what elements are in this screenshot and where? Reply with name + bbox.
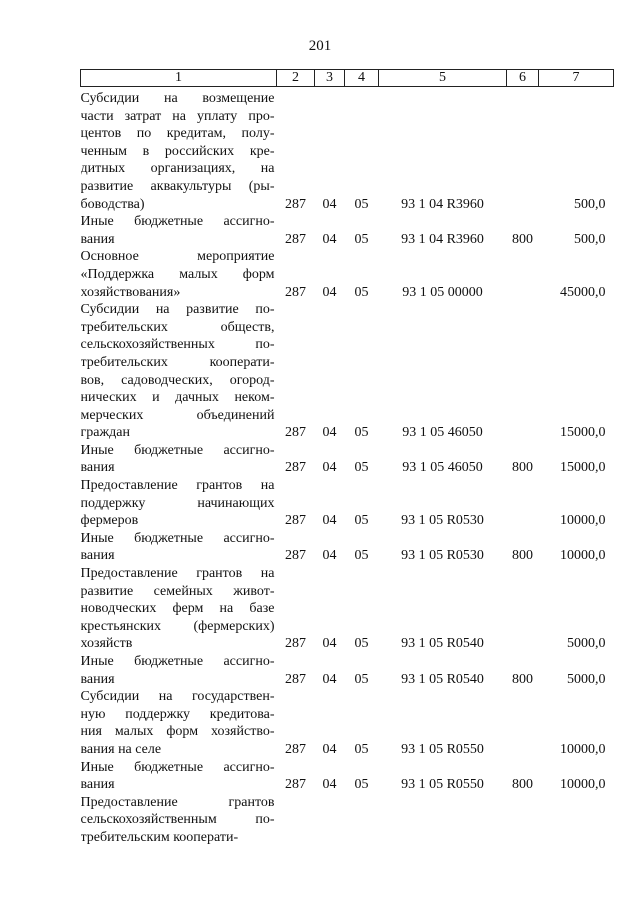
header-col-7: 7 [539,70,614,87]
row-name-line: Иные бюджетные ассигно- [80,442,275,458]
table-body [81,87,614,847]
row-name-line: Иные бюджетные ассигно- [80,530,275,546]
row-target-article: 93 1 05 46050 [402,425,483,441]
row-target-article: 93 1 05 00000 [402,284,483,300]
row-amount: 15000,0 [560,425,606,441]
row-name-line: Иные бюджетные ассигно- [80,214,275,230]
row-target-article: 93 1 05 R0540 [401,671,484,687]
row-subsection-code: 05 [354,284,369,300]
row-name [81,213,277,248]
row-department-code: 287 [285,636,306,652]
row-department-code: 287 [285,513,306,529]
header-row [81,70,614,87]
row-section-code: 04 [322,231,337,247]
row-name-line: ния малых форм хозяйство- [80,724,275,740]
table-row [81,688,614,758]
row-name-line: развитие аквакультуры (ры- [80,178,275,194]
row-name-line: вания [80,671,115,687]
row-name-line: граждан [80,425,130,441]
row-name-line: требительским кооперати- [80,829,239,845]
row-expense-type: 800 [512,231,533,247]
row-name-line: сельскохозяйственных по- [80,337,275,353]
row-name-line: Предоставление грантов [80,794,275,810]
row-subsection-code: 05 [354,231,369,247]
row-section-code [315,794,345,847]
table-row [81,565,614,653]
row-expense-type [507,248,539,301]
table-row [81,248,614,301]
row-target-article: 93 1 05 R0530 [401,548,484,564]
row-department-code: 287 [285,196,306,212]
budget-table [80,69,614,847]
header-col-3: 3 [315,70,345,87]
row-section-code: 04 [322,513,337,529]
row-name-line: вания [80,460,115,476]
header-col-6: 6 [507,70,539,87]
row-expense-type: 800 [512,777,533,793]
row-amount: 10000,0 [560,741,606,757]
row-department-code: 287 [285,460,306,476]
row-name-line: хозяйствования» [80,284,181,300]
row-section-code: 04 [322,284,337,300]
row-name-line: вания на селе [80,741,162,757]
row-section-code: 04 [322,777,337,793]
row-name [81,87,277,214]
row-section-code: 04 [322,460,337,476]
row-target-article: 93 1 05 R0550 [401,741,484,757]
row-expense-type [507,794,539,847]
row-name [81,442,277,477]
row-name-line: фермеров [80,513,139,529]
row-name-line: Субсидии на развитие по- [80,302,275,318]
row-name [81,248,277,301]
row-name [81,477,277,530]
row-name-line: вания [80,231,115,247]
row-expense-type: 800 [512,460,533,476]
row-expense-type: 800 [512,548,533,564]
row-name [81,653,277,688]
table-row [81,213,614,248]
row-name-line: вания [80,777,115,793]
row-name-line: ченным в российских кре- [80,143,275,159]
row-name-line: развитие семейных живот- [80,583,275,599]
row-target-article: 93 1 04 R3960 [401,196,484,212]
row-amount: 500,0 [574,196,606,212]
row-name-line: вания [80,548,115,564]
row-name [81,301,277,442]
row-name-line: Субсидии на возмещение [80,91,275,106]
row-subsection-code [345,794,379,847]
row-expense-type [507,87,539,214]
row-name-line: «Поддержка малых форм [80,266,275,282]
row-name-line: требительских кооперати- [80,354,275,370]
row-target-article: 93 1 05 46050 [402,460,483,476]
row-expense-type [507,565,539,653]
row-expense-type: 800 [512,671,533,687]
row-subsection-code: 05 [354,777,369,793]
row-name-line: мерческих объединений [80,407,275,423]
row-name-line: Иные бюджетные ассигно- [80,654,275,669]
row-amount: 10000,0 [560,548,606,564]
row-department-code: 287 [285,671,306,687]
row-name [81,530,277,565]
row-amount: 10000,0 [560,513,606,529]
row-subsection-code: 05 [354,460,369,476]
row-name-line: требительских обществ, [80,319,275,335]
page-number: 201 [308,38,332,54]
row-name [81,688,277,758]
row-name-line: Основное мероприятие [80,249,275,265]
row-amount: 45000,0 [560,284,606,300]
row-amount: 5000,0 [567,636,606,652]
row-department-code: 287 [285,231,306,247]
row-expense-type [507,477,539,530]
row-section-code: 04 [322,636,337,652]
row-target-article: 93 1 04 R3960 [401,231,484,247]
row-subsection-code: 05 [354,671,369,687]
row-department-code [277,794,315,847]
row-amount: 15000,0 [560,460,606,476]
row-expense-type [507,301,539,442]
row-target-article: 93 1 05 R0530 [401,513,484,529]
row-name [81,794,277,847]
table-row [81,301,614,442]
row-subsection-code: 05 [354,548,369,564]
header-col-5: 5 [379,70,507,87]
row-name [81,565,277,653]
row-subsection-code: 05 [354,196,369,212]
row-subsection-code: 05 [354,425,369,441]
row-name-line: ную поддержку кредитова- [80,706,275,722]
row-amount: 500,0 [574,231,606,247]
row-amount: 5000,0 [567,671,606,687]
row-section-code: 04 [322,548,337,564]
row-name-line: Иные бюджетные ассигно- [80,759,275,775]
row-name-line: сельскохозяйственным по- [80,812,275,828]
row-target-article [379,794,507,847]
row-name-line: поддержку начинающих [80,495,275,511]
header-col-4: 4 [345,70,379,87]
row-department-code: 287 [285,284,306,300]
table-row [81,477,614,530]
table-row [81,530,614,565]
header-col-1: 1 [81,70,277,87]
row-name-line: Субсидии на государствен- [80,689,275,705]
row-subsection-code: 05 [354,636,369,652]
row-name-line: вов, садоводческих, огород- [80,372,275,388]
table-row [81,442,614,477]
row-name [81,759,277,794]
row-name-line: боводства) [80,196,145,212]
row-department-code: 287 [285,741,306,757]
row-name-line: крестьянских (фермерских) [80,618,275,634]
table-row [81,653,614,688]
row-section-code: 04 [322,196,337,212]
row-target-article: 93 1 05 R0550 [401,777,484,793]
row-department-code: 287 [285,777,306,793]
row-name-line: новодческих ферм на базе [80,601,275,617]
row-department-code: 287 [285,548,306,564]
row-name-line: нических и дачных неком- [80,390,275,406]
row-section-code: 04 [322,671,337,687]
row-name-line: дитных организациях, на [80,161,275,177]
row-amount: 10000,0 [560,777,606,793]
row-section-code: 04 [322,425,337,441]
table-row [81,759,614,794]
row-department-code: 287 [285,425,306,441]
row-name-line: хозяйств [80,636,133,652]
table-row [81,794,614,847]
row-subsection-code: 05 [354,741,369,757]
header-col-2: 2 [277,70,315,87]
row-subsection-code: 05 [354,513,369,529]
row-section-code: 04 [322,741,337,757]
row-name-line: центов по кредитам, полу- [80,126,275,142]
row-name-line: Предоставление грантов на [80,566,275,582]
table-header [81,70,614,87]
row-target-article: 93 1 05 R0540 [401,636,484,652]
row-amount [539,794,614,847]
row-expense-type [507,688,539,758]
row-name-line: части затрат на уплату про- [80,108,275,124]
table-row [81,87,614,214]
row-name-line: Предоставление грантов на [80,478,275,494]
